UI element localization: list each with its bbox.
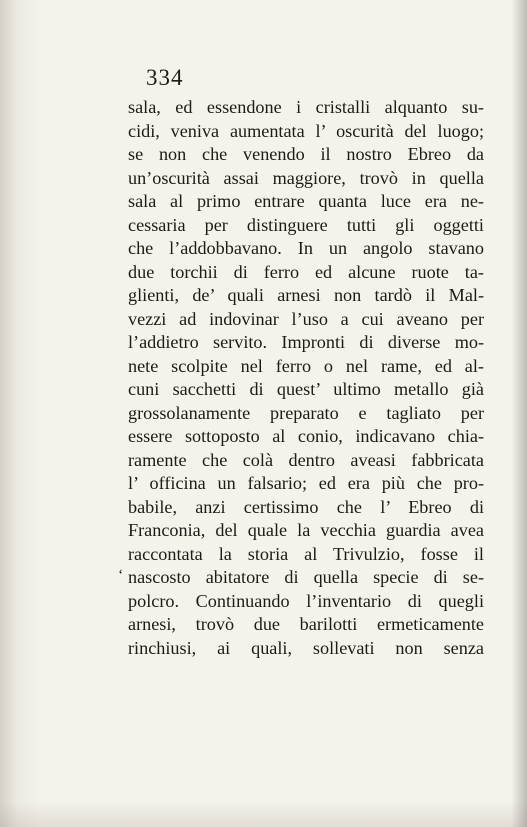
- margin-mark: ‘: [118, 567, 124, 584]
- text-line: rinchiusi, ai quali, sollevati non senza: [128, 637, 484, 658]
- body-text: [128, 96, 484, 660]
- text-line: glienti, de’ quali arnesi non tardò il Mal-: [128, 285, 484, 305]
- text-line: se non che venendo il nostro Ebreo da: [128, 144, 484, 164]
- text-line: l’ officina un falsario; ed era più che pro-: [128, 473, 484, 493]
- text-line: polcro. Continuando l’inventario di quegli: [128, 590, 484, 611]
- text-line: arnesi, trovò due barilotti ermeticamente: [128, 614, 484, 634]
- text-line: l’addietro servito. Impronti di diverse mo-: [128, 332, 484, 352]
- text-line: nascosto abitatore di quella specie di se-: [128, 567, 484, 587]
- text-line: cuni sacchetti di quest’ ultimo metallo già: [128, 379, 484, 399]
- text-line: nete scolpite nel ferro o nel rame, ed al-: [128, 355, 484, 376]
- text-line: un’oscurità assai maggiore, trovò in quella: [128, 167, 484, 188]
- text-line: babile, anzi certissimo che l’ Ebreo di: [128, 496, 484, 517]
- text-line: essere sottoposto al conio, indicavano chia-: [128, 426, 484, 446]
- text-line: grossolanamente preparato e tagliato per: [128, 402, 484, 423]
- text-line: Franconia, del quale la vecchia guardia avea: [128, 520, 484, 540]
- text-line: cidi, veniva aumentata l’ oscurità del luogo;: [128, 120, 484, 141]
- text-line: vezzi ad indovinar l’uso a cui aveano per: [128, 308, 484, 329]
- page-shadow: [0, 801, 527, 827]
- text-line: cessaria per distinguere tutti gli oggetti: [128, 214, 484, 235]
- text-line: ramente che colà dentro aveasi fabbricata: [128, 449, 484, 470]
- page-number: 334: [146, 65, 184, 90]
- text-line: due torchii di ferro ed alcune ruote ta-: [128, 261, 484, 282]
- text-line: sala, ed essendone i cristalli alquanto su-: [128, 97, 484, 117]
- text-line: raccontata la storia al Trivulzio, fosse il: [128, 543, 484, 564]
- text-line: sala al primo entrare quanta luce era ne-: [128, 191, 484, 211]
- text-line: che l’addobbavano. In un angolo stavano: [128, 238, 484, 258]
